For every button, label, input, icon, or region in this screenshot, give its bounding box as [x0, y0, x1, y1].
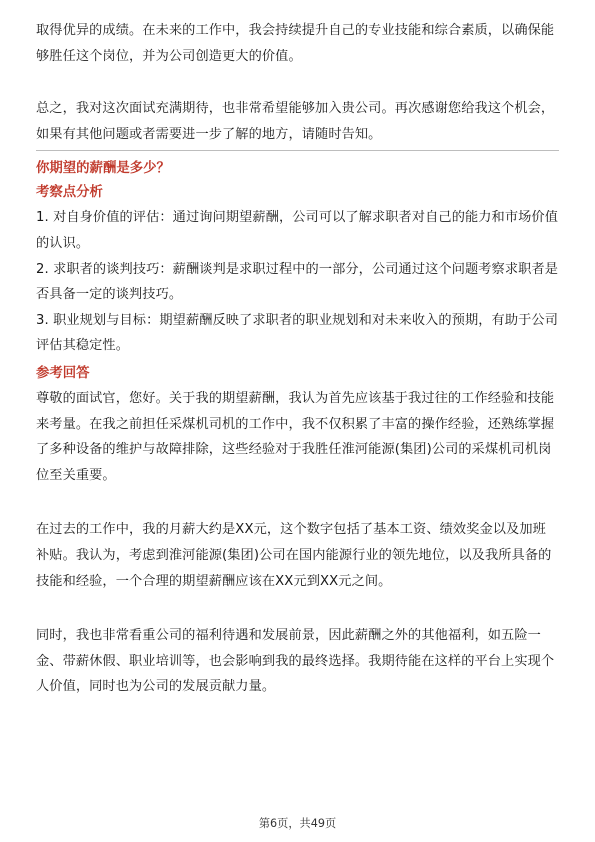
intro-paragraph-2: 总之，我对这次面试充满期待，也非常希望能够加入贵公司。再次感谢您给我这个机会，如果有其他问题或者需要进一步了解的地方，请随时告知。 [36, 101, 555, 142]
analysis-title: 考察点分析 [36, 185, 103, 201]
question-heading: 你期望的薪酬是多少？ [36, 161, 170, 177]
analysis-item-2: 2. 求职者的谈判技巧：薪酬谈判是求职过程中的一部分，公司通过这个问题考察求职者是否具备一定的谈判技巧。 [36, 261, 558, 303]
answer-paragraph-1: 尊敬的面试官，您好。关于我的期望薪酬，我认为首先应该基于我过往的工作经验和技能来考量。在我之前担任采煤机司机的工作中，我不仅积累了丰富的操作经验，还熟练掌握了多种设备的维护与故障排除，这些经验对于我胜任淮河能源(集团)公司的采煤机司机岗位至关重要。 [36, 390, 555, 483]
page-footer: 第6页，共49页 [258, 817, 337, 830]
analysis-item-1: 1. 对自身价值的评估：通过询问期望薪酬，公司可以了解求职者对自己的能力和市场价值的认识。 [36, 210, 558, 251]
answer-paragraph-2: 在过去的工作中，我的月薪大约是XX元，这个数字包括了基本工资、绩效奖金以及加班补贴。我认为，考虑到淮河能源(集团)公司在国内能源行业的领先地位，以及我所具备的技能和经验，一个合理的期望薪酬应该在XX元到XX元之间。 [36, 522, 552, 589]
answer-paragraph-3: 同时，我也非常看重公司的福利待遇和发展前景，因此薪酬之外的其他福利，如五险一金、带薪休假、职业培训等，也会影响到我的最终选择。我期待能在这样的平台上实现个人价值，同时也为公司的发展贡献力量。 [36, 628, 555, 695]
section-divider [36, 150, 559, 151]
answer-title: 参考回答 [36, 365, 90, 381]
document-page [36, 18, 559, 700]
analysis-item-3: 3. 职业规划与目标：期望薪酬反映了求职者的职业规划和对未来收入的预期，有助于公司评估其稳定性。 [36, 312, 558, 354]
intro-paragraph-1: 取得优异的成绩。在未来的工作中，我会持续提升自己的专业技能和综合素质，以确保能够胜任这个岗位，并为公司创造更大的价值。 [36, 23, 555, 64]
